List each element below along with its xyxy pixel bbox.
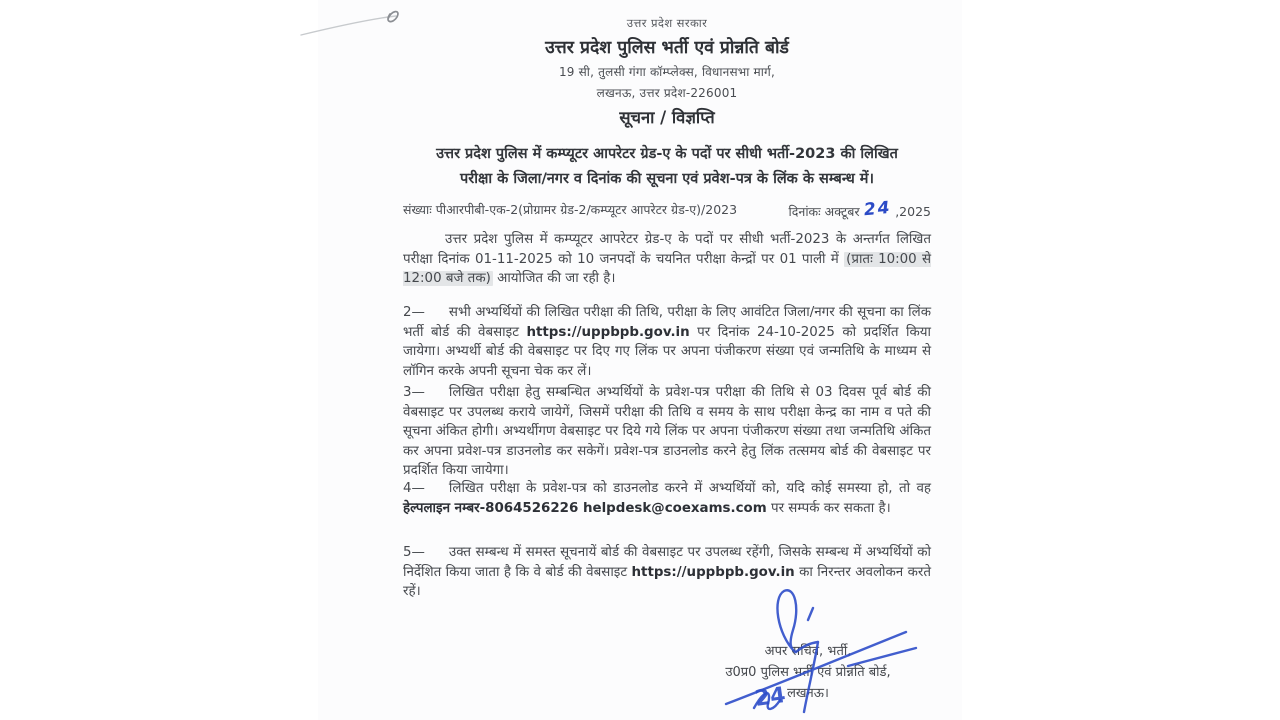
para-2-lead: सभी अभ्यर्थियों की लिखित परीक्षा की तिथि, परीक्षा के लिए आवंटित जिला/नगर की सूचना का लिंक भर्ती बोर्ड की वेबसाइट bbox=[403, 305, 931, 340]
signatory-place: लखनऊ। bbox=[787, 686, 829, 701]
paragraph-5 bbox=[403, 543, 931, 602]
para-1-tail: आयोजित की जा रही है। bbox=[492, 271, 616, 287]
letterhead bbox=[403, 16, 931, 101]
paragraph-4 bbox=[403, 479, 931, 518]
para-3-text: लिखित परीक्षा हेतु सम्बन्धित अभ्यर्थियों के प्रवेश-पत्र परीक्षा की तिथि से 03 दिवस पूर्व बोर्ड की वेबसाइट पर उपलब्ध कराये जायेगें, जिसमें परीक्षा की तिथि व समय के साथ परीक्षा केन्द्र का नाम व पते की सूचना अंकित होगी। अभ्यर्थीगण वेबसाइट पर दिये गये लिंक पर अपना पंजीकरण संख्या तथा जन्मतिथि अंकित कर अपना प्रवेश-पत्र डाउनलोड कर सकेगें। प्रवेश-पत्र डाउनलोड करने हेतु लिंक तत्समय बोर्ड की वेबसाइट पर प्रदर्शित किया जायेगा। bbox=[403, 385, 931, 479]
subject-block bbox=[383, 142, 951, 192]
signature-handwritten-day: 24 bbox=[753, 682, 788, 712]
para-3-number: 3— bbox=[403, 385, 425, 400]
subject-line-2: परीक्षा के जिला/नगर व दिनांक की सूचना एवं प्रवेश-पत्र के लिंक के सम्बन्ध में। bbox=[460, 171, 874, 187]
reference-date bbox=[788, 197, 932, 221]
government-line: उत्तर प्रदेश सरकार bbox=[626, 16, 708, 30]
para-4-helpline-number: हेल्पलाइन नम्बर-8064526226 bbox=[403, 500, 579, 516]
para-4-lead: लिखित परीक्षा के प्रवेश-पत्र को डाउनलोड करने में अभ्यर्थियों को, यदि कोई समस्या हो, तो वह bbox=[448, 481, 931, 496]
para-4-number: 4— bbox=[403, 481, 425, 496]
address-line-1: 19 सी, तुलसी गंगा कॉम्प्लेक्स, विधानसभा मार्ग, bbox=[558, 65, 776, 79]
para-5-website-url: https://uppbpb.gov.in bbox=[631, 564, 795, 580]
signatory-title: अपर सचिव, भर्ती, bbox=[764, 644, 852, 659]
para-2-website-url: https://uppbpb.gov.in bbox=[526, 324, 690, 340]
paragraph-1 bbox=[403, 230, 931, 289]
para-2-tail: पर दिनांक 24-10-2025 को प्रदर्शित किया जायेगा। अभ्यर्थी बोर्ड की वेबसाइट पर दिए गए लिंक पर अपना पंजीकरण संख्या एवं जन्मतिथि के माध्यम से लॉगिन करके अपनी सूचना चेक कर लें। bbox=[403, 324, 931, 379]
signatory-org: उ0प्र0 पुलिस भर्ती एवं प्रोन्नति बोर्ड, bbox=[725, 665, 891, 680]
signatory-block bbox=[688, 641, 928, 704]
address-line-2: लखनऊ, उत्तर प्रदेश-226001 bbox=[596, 86, 738, 100]
para-4-tail: पर सम्पर्क कर सकता है। bbox=[766, 500, 891, 516]
reference-number: संख्याः पीआरपीबी-एक-2(प्रोग्रामर ग्रेड-2/कम्प्यूटर आपरेटर ग्रेड-ए)/2023 bbox=[403, 202, 738, 217]
notice-heading: सूचना / विज्ञप्ति bbox=[619, 108, 715, 127]
pen-scribble-mark bbox=[298, 2, 410, 44]
para-4-helpdesk-email: helpdesk@coexams.com bbox=[578, 500, 767, 516]
para-5-lead: उक्त सम्बन्ध में समस्त सूचनायें बोर्ड की वेबसाइट पर उपलब्ध रहेंगी, जिसके सम्बन्ध में अभ्यर्थियों को निर्देशित किया जाता है कि वे बोर्ड की वेबसाइट bbox=[403, 545, 931, 580]
date-year: ,2025 bbox=[895, 204, 931, 219]
para-5-number: 5— bbox=[403, 545, 425, 560]
para-2-number: 2— bbox=[403, 305, 425, 320]
para-1-highlighted-time: (प्रातः 10:00 से 12:00 बजे तक) bbox=[403, 251, 932, 287]
para-5-tail: का निरन्तर अवलोकन करते रहें। bbox=[403, 564, 931, 600]
para-1-lead: उत्तर प्रदेश पुलिस में कम्प्यूटर आपरेटर ग्रेड-ए के पदों पर सीधी भर्ती-2023 के अन्तर्गत लिखित परीक्षा दिनांक 01-11-2025 को 10 जनपदों के चयनित परीक्षा केन्द्रों पर 01 पाली में bbox=[403, 232, 931, 267]
handwritten-date-day: 24 bbox=[862, 197, 892, 221]
date-label: दिनांकः अक्टूबर bbox=[788, 204, 860, 219]
paragraph-3 bbox=[403, 383, 931, 481]
subject-line-1: उत्तर प्रदेश पुलिस में कम्प्यूटर आपरेटर ग्रेड-ए के पदों पर सीधी भर्ती-2023 की लिखित bbox=[436, 146, 898, 162]
paragraph-2 bbox=[403, 303, 931, 381]
board-name: उत्तर प्रदेश पुलिस भर्ती एवं प्रोन्नति बोर्ड bbox=[545, 38, 789, 58]
reference-row bbox=[403, 197, 931, 221]
